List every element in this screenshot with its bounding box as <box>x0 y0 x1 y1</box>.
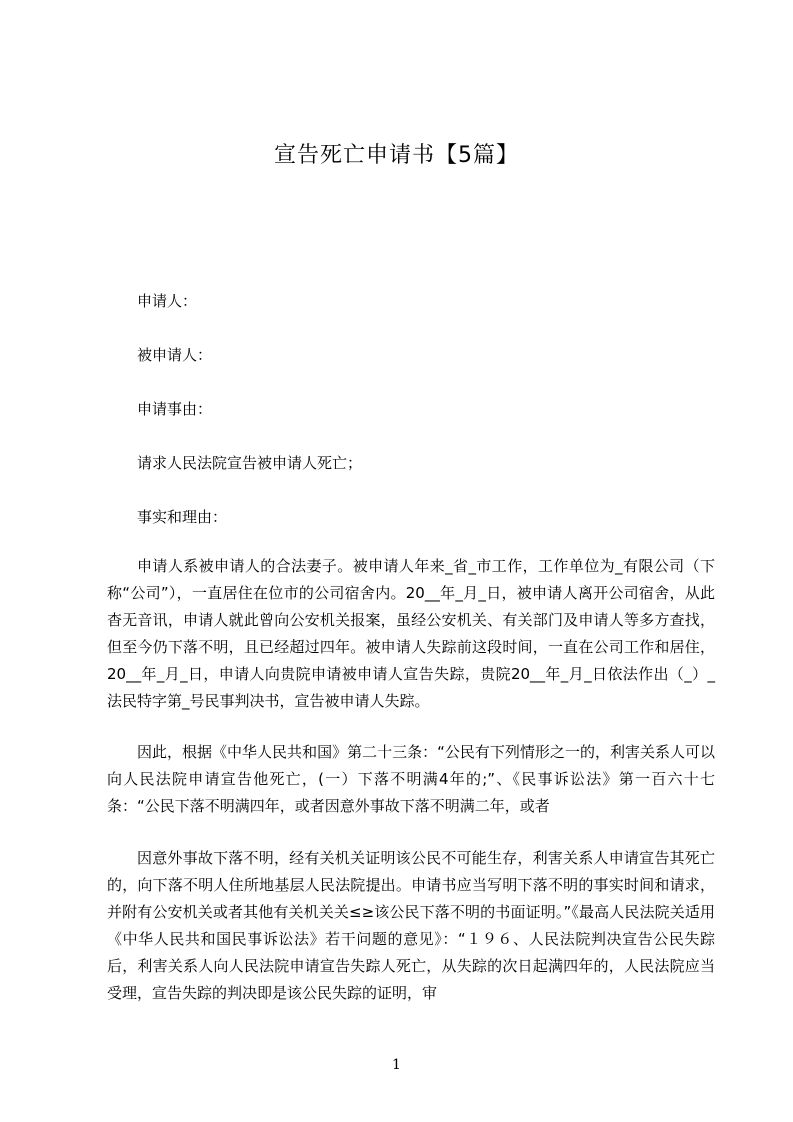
body-paragraph-facts: 申请人系被申请人的合法妻子。被申请人年来_省_市工作，工作单位为_有限公司（下称“公司”），一直居住在位市的公司宿舍内。20__年_月_日，被申请人离开公司宿舍，从此杳无音讯，申请人就此曾向公安机关报案，虽经公安机关、有关部门及申请人等多方查找，但至今仍下落不明，且已经超过四年。被申请人失踪前这段时间，一直在公司工作和居住，20__年_月_日，申请人向贵院申请被申请人宣告失踪，贵院20__年_月_日依法作出（_）_法民特字第_号民事判决书，宣告被申请人失踪。 <box>107 557 715 710</box>
request-text: 请求人民法院宣告被申请人死亡； <box>137 454 363 472</box>
facts-label: 事实和理由： <box>137 508 228 526</box>
applicant-label: 申请人： <box>137 292 198 310</box>
reason-label: 申请事由： <box>137 400 213 418</box>
body-paragraph-legal-basis: 因此，根据《中华人民共和国》第二十三条：“公民有下列情形之一的，利害关系人可以向人民法院申请宣告他死亡，(一）下落不明满4年的;”、《民事诉讼法》第一百六十七条：“公民下落不明满四年，或者因意外事故下落不明满二年，或者 <box>107 743 715 815</box>
document-title: 宣告死亡申请书【5篇】 <box>274 143 519 168</box>
respondent-label: 被申请人： <box>137 346 213 364</box>
body-paragraph-legal-continuation: 因意外事故下落不明，经有关机关证明该公民不可能生存，利害关系人申请宣告其死亡的，向下落不明人住所地基层人民法院提出。申请书应当写明下落不明的事实时间和请求，并附有公安机关或者其他有关机关关≤≥该公民下落不明的书面证明。”《最高人民法院关适用《中华人民共和国民事诉讼法》若干问题的意见》：“１９６、人民法院判决宣告公民失踪后，利害关系人向人民法院申请宣告失踪人死亡，从失踪的次日起满四年的，人民法院应当受理，宣告失踪的判决即是该公民失踪的证明，审 <box>107 849 715 1002</box>
page-number: 1 <box>392 1057 401 1073</box>
